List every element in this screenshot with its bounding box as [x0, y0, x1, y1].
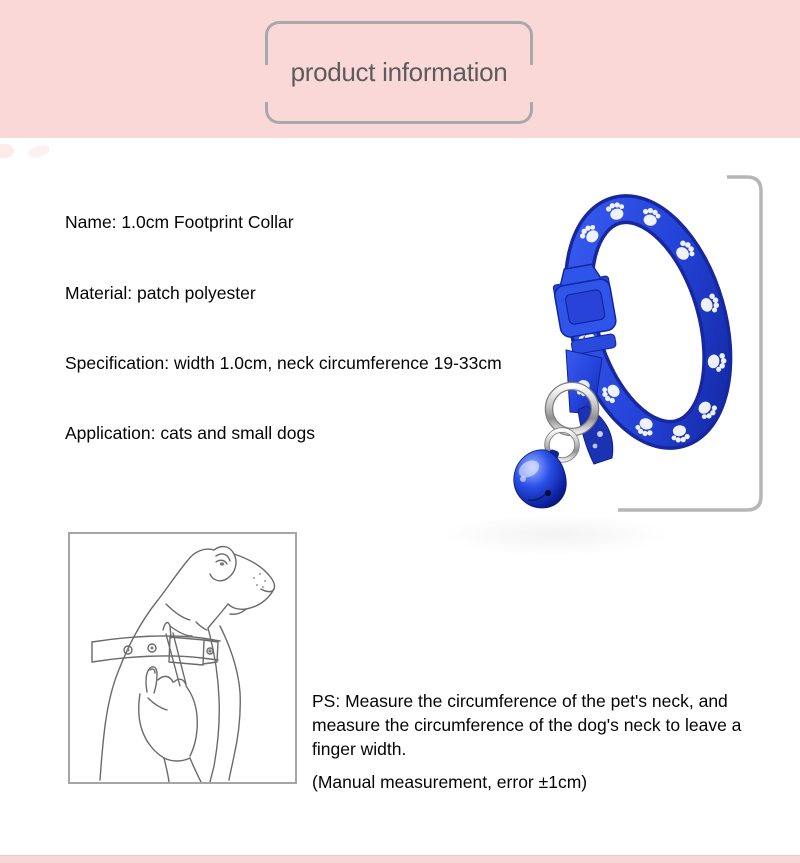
- spec-name-line: Name: 1.0cm Footprint Collar: [65, 212, 294, 232]
- collar-buckle: [550, 262, 620, 356]
- manual-measurement-text: (Manual measurement, error ±1cm): [312, 772, 588, 792]
- title-bracket-box: [265, 21, 533, 124]
- header-band: [0, 0, 800, 138]
- footer-pink-strip: [0, 855, 800, 863]
- ps-note-text: PS: Measure the circumference of the pet's neck, and measure the circumference of the dog's neck to leave a finger width.: [312, 691, 742, 759]
- collar-shadow: [440, 514, 670, 556]
- collar-photo: [488, 162, 800, 520]
- measurement-note: [312, 689, 756, 793]
- decorative-pink-swoosh: [27, 143, 51, 160]
- page-title: product information: [290, 57, 508, 87]
- spec-material-line: Material: patch polyester: [65, 283, 256, 303]
- spec-application-line: Application: cats and small dogs: [65, 423, 315, 443]
- decorative-pink-swoosh: [0, 144, 14, 158]
- spec-specification-line: Specification: width 1.0cm, neck circumference 19-33cm: [65, 353, 502, 373]
- measurement-illustration-box: [68, 532, 297, 784]
- measurement-illustration: [70, 534, 295, 782]
